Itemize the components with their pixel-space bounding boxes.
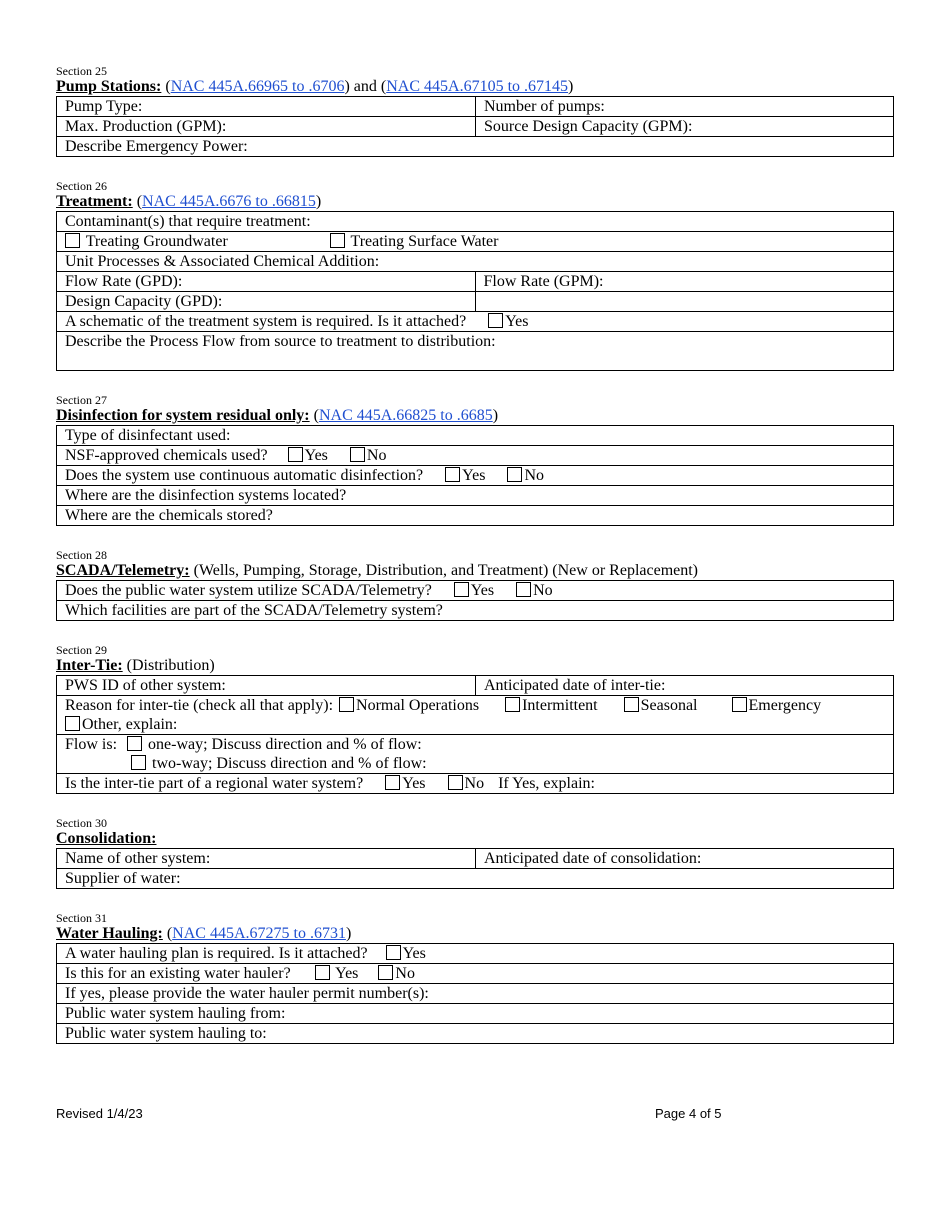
continuous-yes-label: Yes	[462, 467, 486, 484]
nsf-no-label: No	[366, 447, 387, 464]
other-system-name-field[interactable]: Name of other system:	[57, 849, 476, 869]
continuous-row	[57, 466, 894, 486]
normal-operations-checkbox[interactable]	[339, 697, 354, 712]
flow-is-label: Flow is:	[65, 736, 118, 753]
source-design-capacity-field[interactable]: Source Design Capacity (GPM):	[476, 117, 894, 137]
section-27-title: Disinfection for system residual only:	[56, 407, 310, 424]
hauling-plan-yes-checkbox[interactable]	[386, 945, 401, 960]
section-29-heading	[56, 657, 894, 675]
regional-no-label: No	[464, 775, 485, 792]
section-29-number: Section 29	[56, 643, 107, 657]
intermittent-checkbox[interactable]	[505, 697, 520, 712]
emergency-checkbox[interactable]	[732, 697, 747, 712]
regional-yes-label: Yes	[402, 775, 426, 792]
pws-id-field[interactable]: PWS ID of other system:	[57, 676, 476, 696]
groundwater-label: Treating Groundwater	[85, 233, 228, 250]
regional-no-checkbox[interactable]	[448, 775, 463, 790]
scada-facilities-field[interactable]: Which facilities are part of the SCADA/Telemetry system?	[57, 601, 894, 621]
section-28-number: Section 28	[56, 548, 107, 562]
section-25-link-2[interactable]: NAC 445A.67105 to .67145	[386, 78, 569, 95]
seasonal-checkbox[interactable]	[624, 697, 639, 712]
schematic-yes-label: Yes	[505, 313, 529, 330]
section-31-heading: Water Hauling: (NAC 445A.67275 to .6731)	[56, 925, 352, 942]
section-28-subtitle: (Wells, Pumping, Storage, Distribution, and Treatment) (New or Replacement)	[193, 562, 699, 579]
section-27-link[interactable]: NAC 445A.66825 to .6685	[318, 407, 493, 424]
regional-question: Is the inter-tie part of a regional water system?	[65, 775, 364, 792]
section-25-heading: Pump Stations: (NAC 445A.66965 to .6706) and (NAC 445A.67105 to .67145)	[56, 78, 574, 95]
nsf-no-checkbox[interactable]	[350, 447, 365, 462]
intermittent-label: Intermittent	[522, 697, 598, 714]
hauling-plan-yes-label: Yes	[402, 945, 426, 962]
hauler-permit-field[interactable]: If yes, please provide the water hauler permit number(s):	[57, 984, 894, 1004]
nsf-yes-label: Yes	[304, 447, 328, 464]
section-30-title: Consolidation:	[56, 830, 157, 847]
section-31-number: Section 31	[56, 911, 107, 925]
nsf-row	[57, 446, 894, 466]
hauling-plan-question: A water hauling plan is required. Is it attached?	[65, 945, 368, 962]
normal-operations-label: Normal Operations	[356, 697, 480, 714]
disinfection-location-field[interactable]: Where are the disinfection systems located?	[57, 486, 894, 506]
scada-yes-label: Yes	[470, 582, 495, 599]
section-25-number: Section 25	[56, 64, 107, 78]
section-26-number: Section 26	[56, 179, 107, 193]
reason-row	[57, 696, 894, 735]
section-29-table	[56, 675, 894, 794]
schematic-yes-checkbox[interactable]	[488, 313, 503, 328]
section-26-title: Treatment:	[56, 193, 133, 210]
continuous-no-label: No	[524, 467, 544, 484]
existing-hauler-row	[57, 964, 894, 984]
section-27-heading: Disinfection for system residual only: (NAC 445A.66825 to .6685)	[56, 407, 499, 424]
continuous-question: Does the system use continuous automatic disinfection?	[65, 467, 424, 484]
and-text: and	[353, 78, 377, 95]
continuous-yes-checkbox[interactable]	[445, 467, 460, 482]
max-production-field[interactable]: Max. Production (GPM):	[57, 117, 476, 137]
existing-no-checkbox[interactable]	[378, 965, 393, 980]
section-30-table	[56, 848, 894, 889]
form-page	[56, 64, 894, 1044]
footer-page-number: Page 4 of 5	[655, 1106, 722, 1121]
groundwater-checkbox[interactable]	[65, 233, 80, 248]
flow-rate-gpm-field[interactable]: Flow Rate (GPM):	[475, 272, 894, 292]
reason-label: Reason for inter-tie (check all that apply):	[65, 697, 334, 714]
seasonal-label: Seasonal	[640, 697, 698, 714]
section-25-link-1[interactable]: NAC 445A.66965 to .6706	[170, 78, 345, 95]
pump-type-field[interactable]: Pump Type:	[57, 97, 476, 117]
section-27-table	[56, 425, 894, 526]
surface-water-label: Treating Surface Water	[350, 233, 499, 250]
hauling-from-field[interactable]: Public water system hauling from:	[57, 1004, 894, 1024]
section-29-subtitle: (Distribution)	[126, 657, 215, 674]
regional-yes-checkbox[interactable]	[385, 775, 400, 790]
process-flow-field[interactable]: Describe the Process Flow from source to treatment to distribution:	[57, 332, 894, 371]
hauling-plan-row	[57, 944, 894, 964]
regional-row	[57, 774, 894, 794]
emergency-power-field[interactable]: Describe Emergency Power:	[57, 137, 894, 157]
section-27-number: Section 27	[56, 393, 107, 407]
section-31-table	[56, 943, 894, 1044]
flow-rate-gpd-field[interactable]: Flow Rate (GPD):	[57, 272, 476, 292]
continuous-no-checkbox[interactable]	[507, 467, 522, 482]
existing-no-label: No	[395, 965, 415, 982]
section-26-link[interactable]: NAC 445A.6676 to .66815	[142, 193, 316, 210]
section-28-title: SCADA/Telemetry:	[56, 562, 190, 579]
section-29-title: Inter-Tie:	[56, 657, 123, 674]
disinfectant-type-field[interactable]: Type of disinfectant used:	[57, 426, 894, 446]
surface-water-checkbox[interactable]	[330, 233, 345, 248]
scada-question: Does the public water system utilize SCADA/Telemetry?	[65, 582, 432, 599]
anticipated-consolidation-field[interactable]: Anticipated date of consolidation:	[476, 849, 894, 869]
one-way-label: one-way; Discuss direction and % of flow:	[148, 736, 422, 753]
section-30-number: Section 30	[56, 816, 107, 830]
other-checkbox[interactable]	[65, 716, 80, 731]
section-25-title: Pump Stations:	[56, 78, 162, 95]
flow-direction-row	[57, 735, 894, 774]
section-26-table	[56, 211, 894, 371]
existing-yes-label: Yes	[335, 965, 359, 982]
unit-processes-field[interactable]: Unit Processes & Associated Chemical Addition:	[57, 252, 894, 272]
section-30-heading	[56, 830, 894, 848]
section-28-heading	[56, 562, 894, 580]
schematic-question: A schematic of the treatment system is required. Is it attached?	[65, 313, 467, 330]
design-capacity-blank[interactable]	[475, 292, 894, 312]
if-yes-explain-label: If Yes, explain:	[498, 775, 595, 792]
existing-hauler-question: Is this for an existing water hauler?	[65, 965, 291, 982]
scada-yes-checkbox[interactable]	[454, 582, 469, 597]
nsf-question: NSF-approved chemicals used?	[65, 447, 268, 464]
one-way-checkbox[interactable]	[127, 736, 142, 751]
number-of-pumps-field[interactable]: Number of pumps:	[476, 97, 894, 117]
two-way-label: two-way; Discuss direction and % of flow:	[152, 755, 427, 772]
section-31-link[interactable]: NAC 445A.67275 to .6731	[172, 925, 346, 942]
section-31-title: Water Hauling:	[56, 925, 163, 942]
scada-no-label: No	[533, 582, 553, 599]
section-26-heading: Treatment: (NAC 445A.6676 to .66815)	[56, 193, 322, 210]
emergency-label: Emergency	[748, 697, 822, 714]
schematic-row	[57, 312, 894, 332]
chemicals-stored-field[interactable]: Where are the chemicals stored?	[57, 506, 894, 526]
section-28-table	[56, 580, 894, 621]
footer-revised: Revised 1/4/23	[56, 1106, 143, 1121]
scada-no-checkbox[interactable]	[516, 582, 531, 597]
other-label: Other, explain:	[82, 716, 178, 733]
contaminants-field[interactable]: Contaminant(s) that require treatment:	[57, 212, 894, 232]
anticipated-inter-tie-field[interactable]: Anticipated date of inter-tie:	[476, 676, 894, 696]
nsf-yes-checkbox[interactable]	[288, 447, 303, 462]
hauling-to-field[interactable]: Public water system hauling to:	[57, 1024, 894, 1044]
supplier-of-water-field[interactable]: Supplier of water:	[57, 869, 894, 889]
two-way-checkbox[interactable]	[131, 755, 146, 770]
design-capacity-field[interactable]: Design Capacity (GPD):	[57, 292, 476, 312]
section-25-table	[56, 96, 894, 157]
treating-type-row	[57, 232, 894, 252]
existing-yes-checkbox[interactable]	[315, 965, 330, 980]
scada-utilize-row	[57, 581, 894, 601]
